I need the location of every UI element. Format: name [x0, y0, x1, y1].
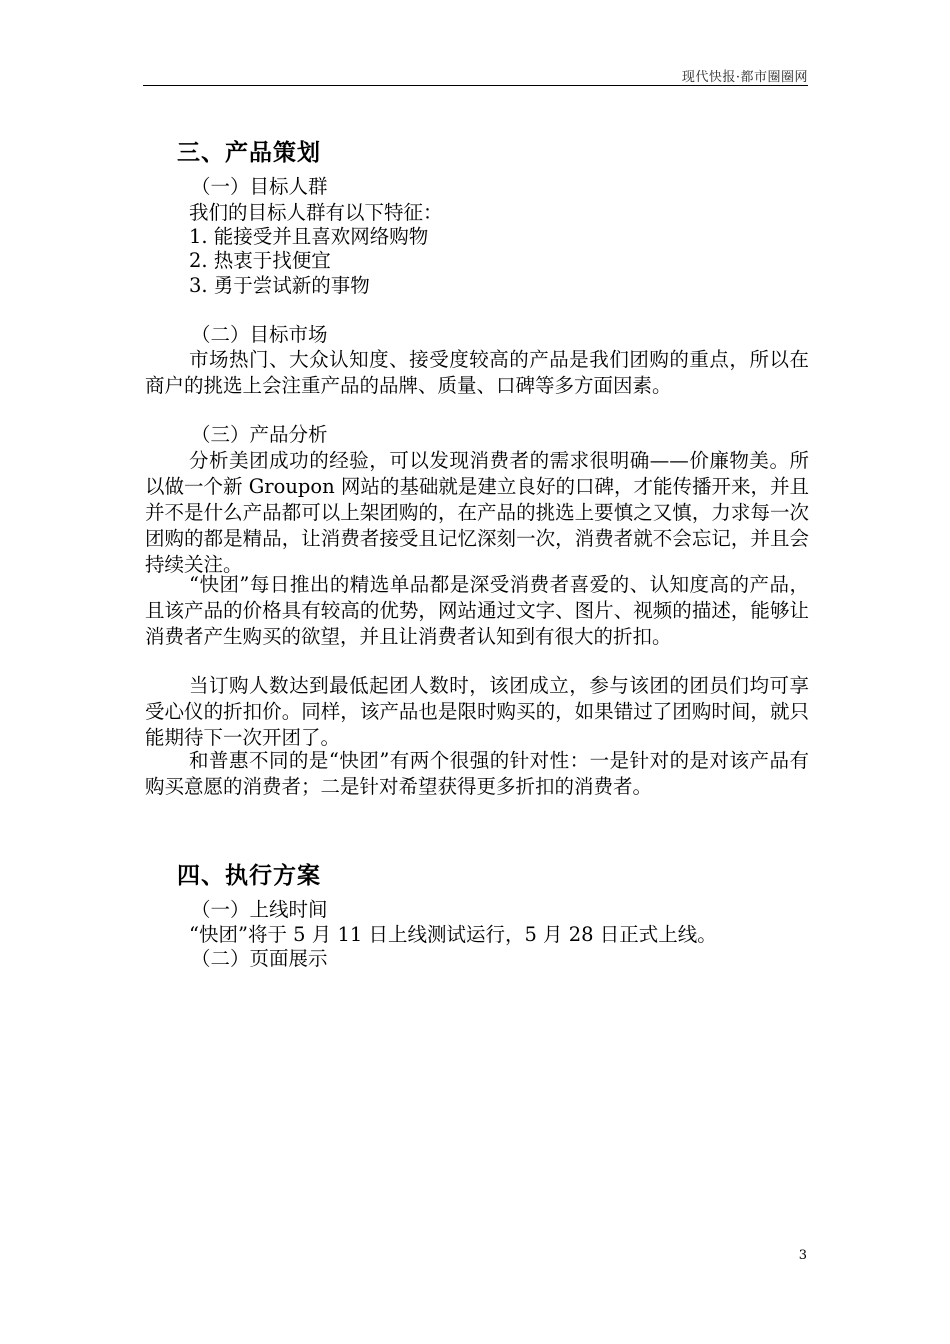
section-4-heading: 四、执行方案	[177, 863, 321, 889]
page-number: 3	[798, 1248, 807, 1263]
launch-time-title: （一）上线时间	[191, 898, 328, 921]
target-group-title: （一）目标人群	[191, 175, 328, 198]
launch-time-text: “快团”将于 5 月 11 日上线测试运行，5 月 28 日正式上线。	[189, 923, 717, 946]
list-item: 1. 能接受并且喜欢网络购物	[189, 225, 429, 248]
product-analysis-title: （三）产品分析	[191, 423, 328, 446]
target-group-intro: 我们的目标人群有以下特征：	[189, 201, 443, 224]
product-analysis-paragraph-2: “快团”每日推出的精选单品都是深受消费者喜爱的、认知度高的产品，且该产品的价格具有较高的优势，网站通过文字、图片、视频的描述，能够让消费者产生购买的欲望，并且让消费者认知到有很大的折扣。	[145, 573, 809, 648]
page-display-title: （二）页面展示	[191, 947, 328, 970]
section-3-heading: 三、产品策划	[177, 140, 321, 166]
product-analysis-paragraph-4: 和普惠不同的是“快团”有两个很强的针对性：一是针对的是对该产品有购买意愿的消费者；二是针对希望获得更多折扣的消费者。	[145, 749, 809, 798]
list-item: 3. 勇于尝试新的事物	[189, 274, 370, 297]
header-divider	[143, 85, 808, 86]
header-title: 现代快报·都市圈圈网	[681, 70, 808, 85]
target-market-title: （二）目标市场	[191, 323, 328, 346]
target-market-paragraph: 市场热门、大众认知度、接受度较高的产品是我们团购的重点，所以在商户的挑选上会注重产品的品牌、质量、口碑等多方面因素。	[145, 348, 809, 397]
list-item: 2. 热衷于找便宜	[189, 249, 331, 272]
product-analysis-paragraph-1: 分析美团成功的经验，可以发现消费者的需求很明确——价廉物美。所以做一个新 Groupon 网站的基础就是建立良好的口碑，才能传播开来，并且并不是什么产品都可以上架团购的，在产品的挑选上要慎之又慎，力求每一次团购的都是精品，让消费者接受且记忆深刻一次，消费者就不会忘记，并且会持续关注。	[145, 449, 809, 576]
product-analysis-paragraph-3: 当订购人数达到最低起团人数时，该团成立，参与该团的团员们均可享受心仪的折扣价。同样，该产品也是限时购买的，如果错过了团购时间，就只能期待下一次开团了。	[145, 674, 809, 749]
